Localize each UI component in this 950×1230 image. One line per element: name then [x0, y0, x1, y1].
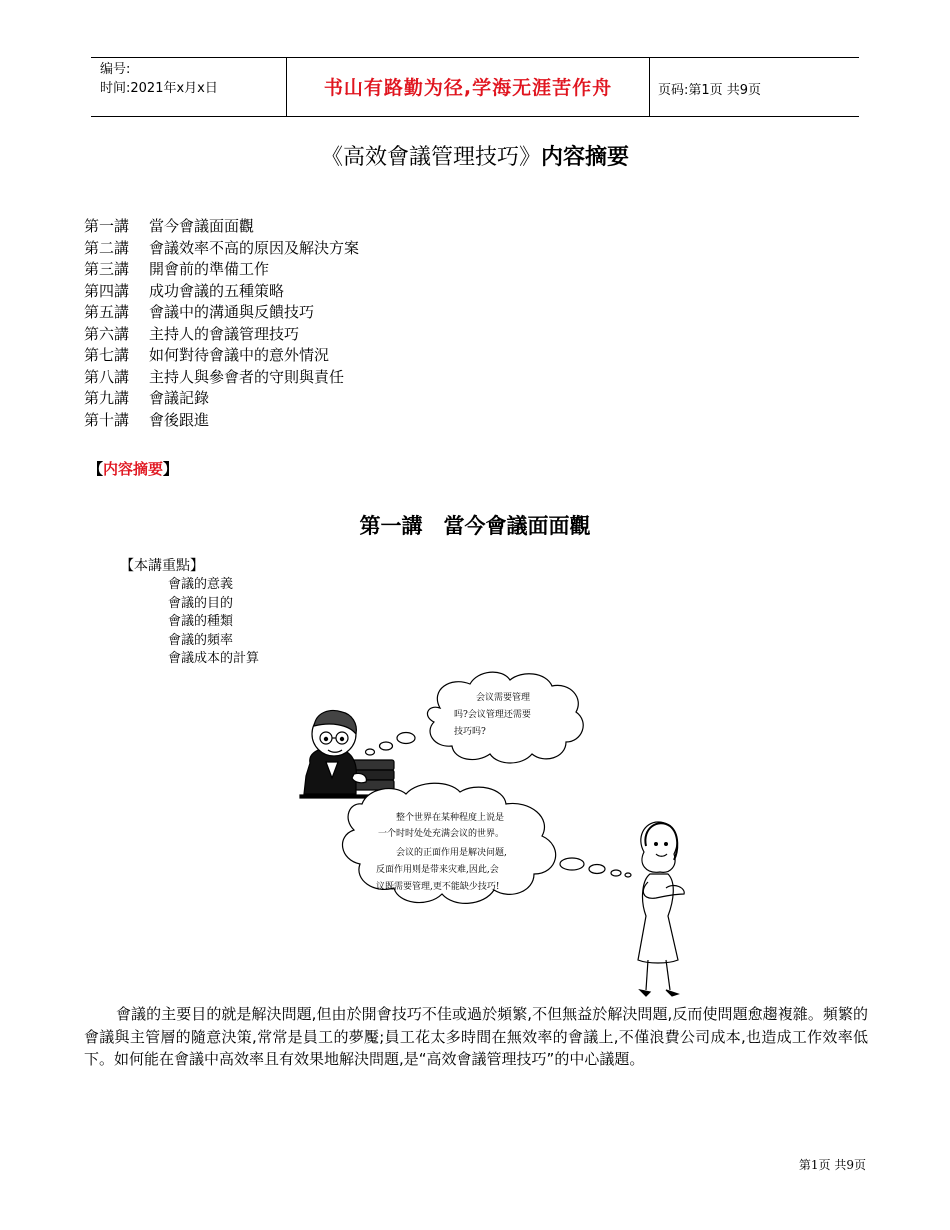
bubble-top-line-1: 会议需要管理: [476, 693, 531, 703]
footer-page-number: 第1页 共9页: [798, 1158, 866, 1172]
toc-item: [84, 367, 359, 389]
toc-item-text: 成功會議的五種策略: [149, 281, 285, 300]
document-title-suffix: 内容摘要: [541, 145, 630, 170]
toc-item-text: 會議中的溝通與反饋技巧: [149, 303, 315, 321]
section-tag-open: 【: [88, 460, 104, 478]
header-divider-right: [649, 57, 650, 116]
section-tag-close: 】: [163, 460, 179, 478]
woman-cartoon: [638, 822, 684, 996]
bubble-top-line-3: 技巧吗?: [454, 727, 486, 737]
toc-item-number: 第三講: [84, 260, 130, 278]
toc-item: [84, 388, 359, 410]
toc-item-number: 第九講: [84, 389, 130, 407]
toc-item-number: 第一講: [84, 217, 130, 235]
bubble-middle-line-2: 一个时时处处充满会议的世界。: [378, 829, 505, 839]
header-bottom-rule: [91, 116, 859, 117]
businessman-cartoon: [300, 711, 396, 798]
toc-item: [84, 345, 359, 367]
toc-item-text: 當今會議面面觀: [149, 217, 255, 235]
lecture-title: 第一講 當今會議面面觀: [359, 514, 591, 538]
toc-item: [84, 238, 359, 260]
toc-item-number: 第八講: [84, 367, 130, 386]
document-title: [0, 140, 950, 171]
section-tag: [88, 458, 178, 479]
header-motto: 书山有路勤为径,学海无涯苦作舟: [323, 77, 613, 99]
body-paragraph: 會議的主要目的就是解決問題,但由於開會技巧不佳或過於頻繁,不但無益於解決問題,反而使問題愈趨複雜。頻繁的會議與主管層的隨意決策,常常是員工的夢魘;員工花太多時間在無效率的會議上,不僅浪費公司成本,也造成工作效率低下。如何能在會議中高效率且有效果地解決問題,是“高效會議管理技巧”的中心議題。: [84, 1005, 868, 1068]
toc-item-number: 第七講: [84, 346, 130, 364]
focus-heading: 【本講重點】: [120, 558, 204, 574]
toc-item-number: 第五講: [84, 303, 130, 321]
toc-item-text: 主持人與參會者的守則與責任: [149, 367, 345, 386]
toc-item-number: 第二講: [84, 238, 130, 257]
toc-item: [84, 281, 359, 303]
toc-item: [84, 324, 359, 346]
toc-item-text: 會議效率不高的原因及解決方案: [149, 238, 360, 257]
header-page-label: 页码:第1页 共9页: [658, 83, 762, 98]
toc-item-text: 主持人的會議管理技巧: [149, 324, 300, 343]
bubble-middle-line-3: 会议的正面作用是解决问题,: [396, 848, 507, 858]
focus-list: [168, 576, 259, 669]
header-number-label: 编号:: [100, 62, 131, 77]
focus-item: 會議的種類: [168, 614, 234, 630]
focus-item: 會議的目的: [168, 595, 234, 611]
toc-item: [84, 216, 359, 238]
toc-item: [84, 410, 359, 432]
bubble-middle-line-1: 整个世界在某种程度上说是: [396, 813, 505, 823]
bubble-top-line-2: 吗?会议管理还需要: [454, 710, 531, 720]
bubble-middle-line-4: 反面作用则是带来灾难,因此,会: [376, 865, 499, 875]
toc-item-text: 開會前的準備工作: [149, 260, 270, 278]
header-meta: [100, 60, 218, 98]
toc-item-text: 如何對待會議中的意外情況: [149, 346, 330, 364]
header-time-label: 时间:2021年x月x日: [100, 81, 218, 96]
bubble-middle-line-5: 议既需要管理,更不能缺少技巧!: [376, 882, 500, 892]
toc-item-number: 第六講: [84, 324, 130, 343]
document-title-main: 《高效會議管理技巧》: [320, 145, 541, 170]
toc-item-text: 會議記錄: [149, 389, 210, 407]
focus-item: 會議的頻率: [168, 632, 234, 648]
toc-item-text: 會後跟進: [149, 410, 210, 429]
focus-item: 會議成本的計算: [168, 651, 260, 667]
section-tag-text: 内容摘要: [103, 460, 164, 478]
toc-item: [84, 302, 359, 324]
focus-item: 會議的意義: [168, 577, 234, 592]
toc-item: [84, 259, 359, 281]
toc-item-number: 第十講: [84, 410, 130, 429]
toc-item-number: 第四講: [84, 281, 130, 300]
table-of-contents: [84, 216, 359, 431]
